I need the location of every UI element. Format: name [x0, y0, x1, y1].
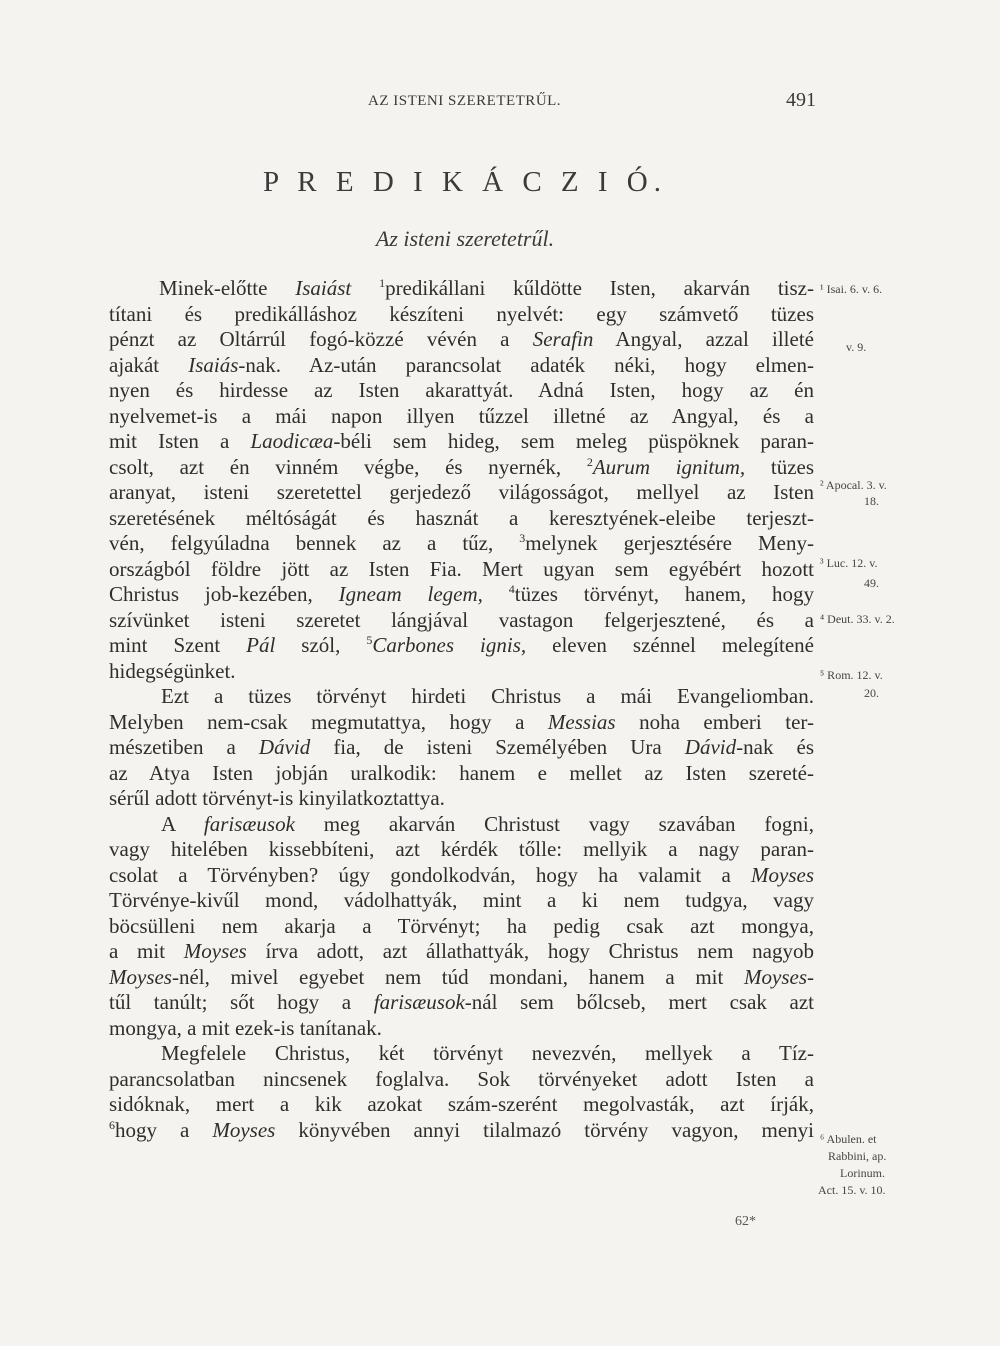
margin-note: 20.: [864, 686, 879, 700]
text-line: Christus job-kezében, Igneam legem, $^4$tüzes törvényt, hanem, hogy: [109, 582, 815, 606]
text-line: böcsülleni nem akarja a Törvényt; ha pedig csak azt mongya,: [109, 913, 814, 938]
text-line: $^6$hogy a Moyses könyvében annyi tilalmazó törvény vagyon, menyi: [109, 1117, 815, 1142]
text-line: mészetiben a Dávid fia, de isteni Személyében Ura Dávid-nak és: [109, 735, 814, 759]
margin-note: ² Apocal. 3. v.: [820, 478, 887, 492]
text-line: mint Szent Pál szól, $^5$Carbones ignis, eleven szénnel melegítené: [109, 633, 814, 657]
text-line: országból földre jött az Isten Fia. Mert ugyan sem egyébért hozott: [109, 556, 814, 581]
text-line: nyelvemet-is a mái napon illyen tűzzel illetné az Angyal, és a: [109, 403, 814, 428]
text-line: vén, felgyúladna bennek az a tűz, $^3$melynek gerjesztésére Meny-: [109, 531, 814, 555]
page-subtitle: Az isteni szeretetrűl.: [375, 226, 555, 251]
text-line: A farisæusok meg akarván Christust vagy szavában fogni,: [161, 811, 814, 836]
signature-mark: 62*: [735, 1214, 756, 1229]
text-line: mongya, a mit ezek-is tanítanak.: [109, 1015, 382, 1040]
margin-note: ⁴ Deut. 33. v. 2.: [820, 612, 895, 626]
text-line: pénzt az Oltárrúl fogó-közzé vévén a Serafin Angyal, azzal illeté: [109, 327, 814, 351]
text-line: aranyat, isteni szeretettel gerjedező világosságot, mellyel az Isten: [109, 480, 814, 504]
text-line: csolt, azt én vinném végbe, és nyernék, $^2$Aurum ignitum, tüzes: [109, 454, 815, 479]
text-line: sidóknak, mert a kik azokat szám-szerént megolvasták, azt írják,: [109, 1092, 814, 1116]
text-line: vagy hitelében kissebbíteni, azt kérdék tőlle: mellyik a nagy paran-: [109, 837, 814, 861]
running-head: AZ ISTENI SZERETETRŰL.: [368, 93, 562, 109]
margin-note: 18.: [864, 494, 879, 508]
text-line: Minek-előtte Isaiást $^1$predikállani kűldötte Isten, akarván tisz-: [159, 276, 814, 300]
text-line: szeretésének méltóságát és hasznát a keresztyének-eleibe terjeszt-: [109, 505, 814, 530]
margin-note: Act. 15. v. 10.: [818, 1183, 886, 1197]
text-line: az Atya Isten jobján uralkodik: hanem e mellet az Isten szereté-: [109, 760, 814, 785]
page-number: 491: [786, 89, 816, 111]
margin-note: Lorinum.: [840, 1166, 885, 1180]
text-line: csolat a Törvényben? úgy gondolkodván, hogy ha valamit a Moyses: [109, 862, 814, 887]
body-text: [109, 276, 814, 1143]
text-line: hidegségünket.: [109, 658, 236, 683]
text-line: Melyben nem-csak megmutattya, hogy a Messias noha emberi ter-: [109, 709, 814, 734]
margin-note: ¹ Isai. 6. v. 6.: [820, 282, 883, 296]
text-line: nyen és hirdesse az Isten akarattyát. Adná Isten, hogy az én: [109, 378, 814, 402]
text-line: ajakát Isaiás-nak. Az-után parancsolat adaték néki, hogy elmen-: [109, 352, 814, 377]
margin-note: ³ Luc. 12. v.: [820, 556, 878, 570]
page-title: P R E D I K Á C Z I Ó.: [262, 166, 667, 198]
text-line: Törvénye-kivűl mond, vádolhattyák, mint a ki nem tudgya, vagy: [109, 888, 814, 912]
text-line: tűl tanúlt; sőt hogy a farisæusok-nál sem bőlcseb, mert csak azt: [109, 990, 814, 1014]
text-line: szívünket isteni szeretet lángjával vastagon felgerjesztené, és a: [109, 607, 814, 632]
margin-note: 49.: [864, 576, 879, 590]
margin-note: ⁶ Abulen. et: [820, 1132, 877, 1146]
text-line: sérűl adott törvényt-is kinyilatkoztattya.: [109, 786, 445, 810]
text-line: Megfelele Christus, két törvényt nevezvén, mellyek a Tíz-: [161, 1041, 814, 1065]
text-line: Ezt a tüzes törvényt hirdeti Christus a mái Evangeliomban.: [161, 684, 814, 708]
text-line: parancsolatban nincsenek foglalva. Sok törvényeket adott Isten a: [109, 1066, 814, 1091]
margin-note: v. 9.: [846, 340, 867, 354]
margin-note: ⁵ Rom. 12. v.: [820, 668, 883, 682]
text-line: títani és predikálláshoz készíteni nyelvét: egy számvető tüzes: [109, 301, 814, 326]
margin-note: Rabbini, ap.: [828, 1149, 887, 1163]
text-line: mit Isten a Laodicæa-béli sem hideg, sem meleg püspöknek paran-: [109, 429, 814, 453]
text-line: a mit Moyses írva adott, azt állathattyák, hogy Christus nem nagyob: [109, 939, 814, 963]
text-line: Moyses-nél, mivel egyebet nem túd mondani, hanem a mit Moyses-: [109, 964, 814, 989]
